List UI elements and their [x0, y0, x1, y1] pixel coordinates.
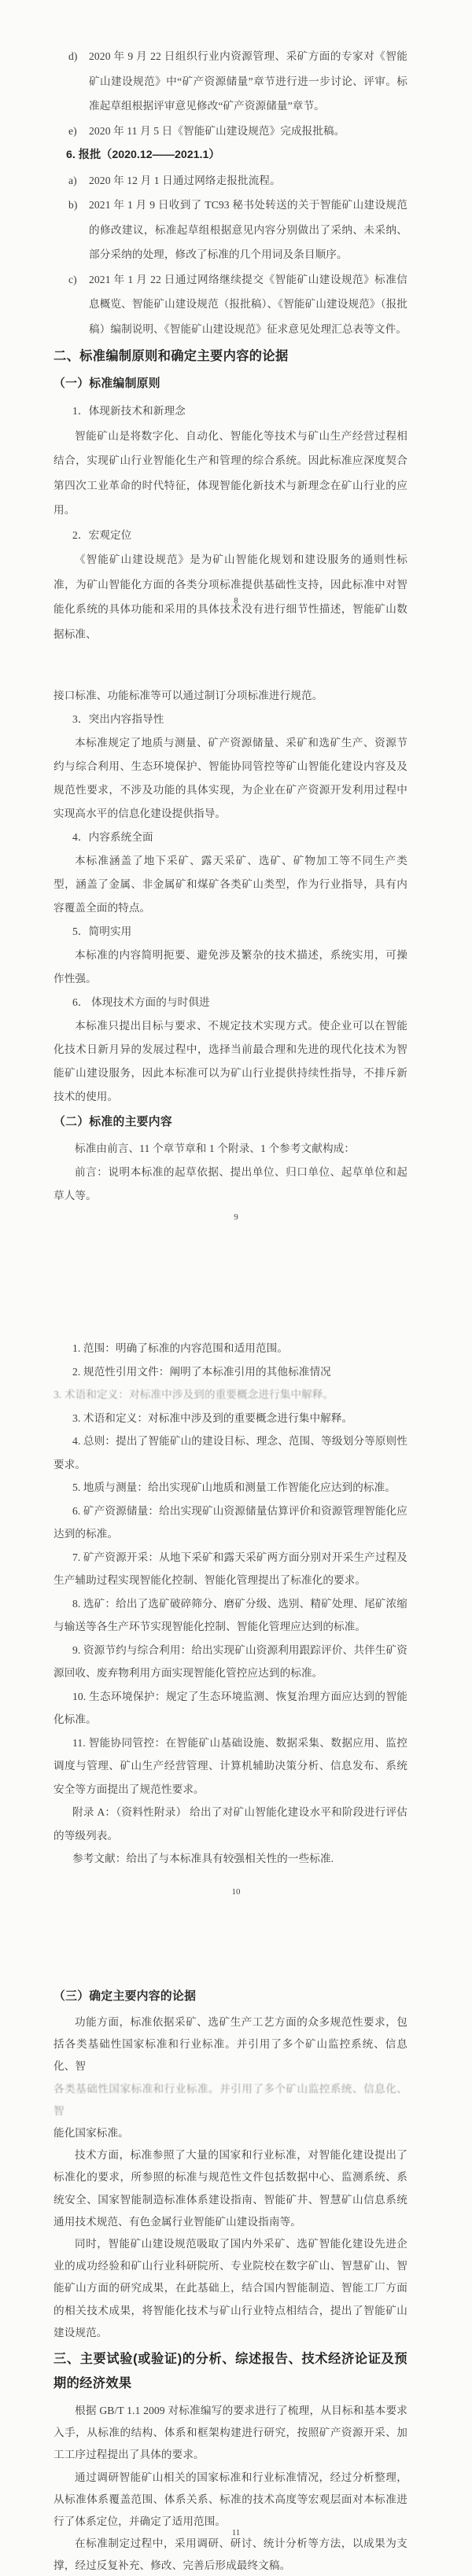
- subsection-heading: （三）确定主要内容的论据: [53, 1990, 197, 2003]
- page-section: [53, 1337, 407, 1871]
- list-item-text: 2020 年 9 月 22 日组织行业内资源管理、采矿方面的专家对《智能矿山建设规范》中“矿产资源储量”章节进行进一步讨论、评审。标准起草组根据评审意见修改“矿产资源储量”章节。: [89, 50, 407, 112]
- subsection-heading: （二）标准的主要内容: [53, 1116, 172, 1128]
- paragraph: 同时，智能矿山建设规范吸取了国内外采矿、选矿智能化建设先进企业的成功经验和矿山行业科研院所、专业院校在数字矿山、智慧矿山、智能矿山方面的研究成果，在此基础上，结合国内智能制造、智能工厂方面的相关技术成果，将智能化技术与矿山行业特点相结合，提出了智能矿山建设规范。: [53, 2238, 407, 2339]
- list-marker: d): [68, 50, 78, 62]
- numbered-paragraph: 参考文献：给出了与本标准具有较强相关性的一些标准.: [72, 1853, 334, 1864]
- paragraph: 标准由前言、11 个章节章和 1 个附录、1 个参考文献构成：: [75, 1143, 356, 1154]
- paragraph: 功能方面，标准依据采矿、选矿生产工艺方面的众多规范性要求，包括各类基础性国家标准和行业标准。并引用了多个矿山监控系统、信息化、智: [53, 2016, 407, 2073]
- numbered-paragraph: 7. 矿产资源开采：从地下采矿和露天采矿两方面分别对开采生产过程及生产辅助过程实现智能化控制、智能化管理提出了标准化的要求。: [53, 1551, 407, 1586]
- list-marker: c): [68, 273, 77, 285]
- paragraph: 在标准制定过程中，采用调研、研讨、统计分析等方法，以成果为支撑，经过反复补充、修改、完善后形成最终文稿。: [53, 2537, 407, 2572]
- sub-heading: 4．内容系统全面: [72, 831, 153, 843]
- paragraph: 智能矿山是将数字化、自动化、智能化等技术与矿山生产经营过程相结合，实现矿山行业智能化生产和管理的综合系统。因此标准应深度契合第四次工业革命的时代特征，体现智能化新技术与新理念在矿山行业的应用。: [53, 429, 407, 516]
- list-item: [68, 119, 407, 144]
- numbered-paragraph: 5. 地质与测量：给出实现矿山地质和测量工作智能化应达到的标准。: [72, 1481, 396, 1493]
- list-item: [68, 267, 407, 342]
- page-number: 9: [234, 1213, 238, 1222]
- sub-heading: 5．简明实用: [72, 926, 132, 937]
- subsection-heading: （一）标准编制原则: [53, 377, 160, 390]
- list-marker: a): [68, 174, 77, 186]
- page-number: 11: [231, 2528, 241, 2537]
- list-item-text: 2021 年 1 月 22 日通过网络继续提交《智能矿山建设规范》标准信息概览、智能矿山建设规范（报批稿）、《智能矿山建设规范》（报批稿）编制说明、《智能矿山建设规范》征求意见处理汇总表等文件。: [89, 273, 407, 335]
- numbered-paragraph: 9. 资源节约与综合利用：给出实现矿山资源利用跟踪评价、共伴生矿资源回收、废弃物利用方面实现智能化管控应达到的标准。: [53, 1643, 407, 1679]
- ghost-line: 3. 术语和定义：对标准中涉及到的重要概念进行集中解释。: [53, 1389, 334, 1400]
- sub-heading: 2．宏观定位: [72, 528, 132, 541]
- sub-heading: 6． 体现技术方面的与时俱进: [72, 996, 210, 1008]
- numbered-bold-heading: 6. 报批（2020.12——2021.1）: [66, 149, 220, 161]
- paragraph: 《智能矿山建设规范》是为矿山智能化规划和建设服务的通则性标准，为矿山智能化方面的各类分项标准提供基础性支持，因此标准中对智能化系统的具体功能和采用的具体技术没有进行细节性描述，智能矿山数据标准、: [53, 554, 407, 640]
- list-item: [68, 193, 407, 267]
- page-number: 8: [234, 596, 238, 605]
- paragraph: 本标准规定了地质与测量、矿产资源储量、采矿和选矿生产、资源节约与综合利用、生态环境保护、智能协同管控等矿山智能化建设内容及及规范性要求，不涉及功能的具体实现，为企业在矿产资源开发利用过程中实现高水平的信息化建设提供指导。: [53, 737, 407, 819]
- page-section: [53, 1983, 407, 2576]
- ghost-line: 各类基础性国家标准和行业标准。并引用了多个矿山监控系统、信息化、智: [53, 2082, 407, 2117]
- list-item-text: 2020 年 11 月 5 日《智能矿山建设规范》完成报批稿。: [89, 124, 345, 137]
- numbered-paragraph: 10. 生态环境保护：规定了生态环境监测、恢复治理方面应达到的智能化标准。: [53, 1690, 407, 1725]
- section-heading: 二、标准编制原则和确定主要内容的论据: [53, 349, 289, 363]
- paragraph: 根据 GB/T 1.1 2009 对标准编写的要求进行了梳理，从目标和基本要求入手，从标准的结构、体系和框架构建进行研究，按照矿产资源开采、加工工序过程提出了具体的要求。: [53, 2405, 407, 2461]
- paragraph: 本标准只提出目标与要求、不规定技术实现方式。使企业可以在智能化技术日新月异的发展过程中，选择当前最合理和先进的现代化技术为智能矿山建设服务，因此本标准可以为矿山行业提供持续性指导，不排斥新技术的使用。: [53, 1020, 407, 1102]
- paragraph: 通过调研智能矿山相关的国家标准和行业标准情况，经过分析整理，从标准体系覆盖范围、体系关系、标准的技术高度等宏观层面对本标准进行了体系定位，并确定了适用范围。: [53, 2471, 407, 2528]
- list-item-text: 2020 年 12 月 1 日通过网络走报批流程。: [89, 174, 281, 186]
- list-marker: e): [68, 124, 77, 137]
- numbered-paragraph: 8. 选矿：给出了选矿破碎筛分、磨矿分级、选别、精矿处理、尾矿浓缩与输送等各生产环节实现智能化控制、智能化管理应达到的标准。: [53, 1597, 407, 1632]
- page-section: [53, 44, 407, 646]
- list-item: [68, 168, 407, 193]
- paragraph: 前言：说明本标准的起草依据、提出单位、归口单位、起草单位和起草人等。: [53, 1166, 407, 1202]
- list-marker: b): [68, 199, 78, 211]
- list-item-text: 2021 年 1 月 9 日收到了 TC93 秘书处转送的关于智能矿山建设规范的修改建议，标准起草组根据意见内容分别做出了采纳、未采纳、部分采纳的处理，修改了标准的几个用词及条目顺序。: [89, 199, 407, 260]
- continuation-line: 能化国家标准。: [53, 2127, 129, 2140]
- numbered-paragraph: 11. 智能协同管控：在智能矿山基础设施、数据采集、数据应用、监控调度与管理、矿山生产经营管理、计算机辅助决策分析、信息发布、系统安全等方面提出了规范性要求。: [53, 1736, 407, 1795]
- page-number: 10: [231, 1887, 241, 1897]
- numbered-paragraph: 3. 术语和定义：对标准中涉及到的重要概念进行集中解释。: [72, 1411, 353, 1424]
- numbered-paragraph: 2. 规范性引用文件：阐明了本标准引用的其他标准情况: [72, 1365, 331, 1378]
- numbered-paragraph: 6. 矿产资源储量：给出实现矿山资源储量估算评价和资源管理智能化应达到的标准。: [53, 1504, 407, 1540]
- section-heading: 三、主要试验(或验证)的分析、综述报告、技术经济论证及预期的经济效果: [53, 2352, 407, 2391]
- paragraph: 技术方面，标准参照了大量的国家和行业标准，对智能化建设提出了标准化的要求，所参照的标准与规范性文件包括数据中心、监测系统、系统安全、国家智能制造标准体系建设指南、智能矿井、智慧矿山信息系统通用技术规范、有色金属行业智能矿山建设指南等。: [53, 2149, 407, 2228]
- paragraph: 本标准的内容简明扼要、避免涉及繁杂的技术描述，系统实用，可操作性强。: [53, 949, 407, 984]
- numbered-paragraph: 4. 总则：提出了智能矿山的建设目标、理念、范围、等级划分等原则性要求。: [53, 1435, 407, 1470]
- paragraph: 本标准涵盖了地下采矿、露天采矿、选矿、矿物加工等不同生产类型，涵盖了金属、非金属矿和煤矿各类矿山类型，作为行业指导，具有内容覆盖全面的特点。: [53, 855, 407, 914]
- sub-heading: 3．突出内容指导性: [72, 713, 164, 725]
- continuation-line: 接口标准、功能标准等可以通过制订分项标准进行规范。: [53, 690, 323, 701]
- list-item: [68, 44, 407, 119]
- numbered-paragraph: 附录 A：（资料性附录） 给出了对矿山智能化建设水平和阶段进行评估的等级列表。: [53, 1806, 407, 1842]
- page-section: [53, 684, 407, 1208]
- numbered-paragraph: 1. 范围：明确了标准的内容范围和适用范围。: [72, 1342, 289, 1354]
- sub-heading: 1．体现新技术和新理念: [72, 405, 186, 417]
